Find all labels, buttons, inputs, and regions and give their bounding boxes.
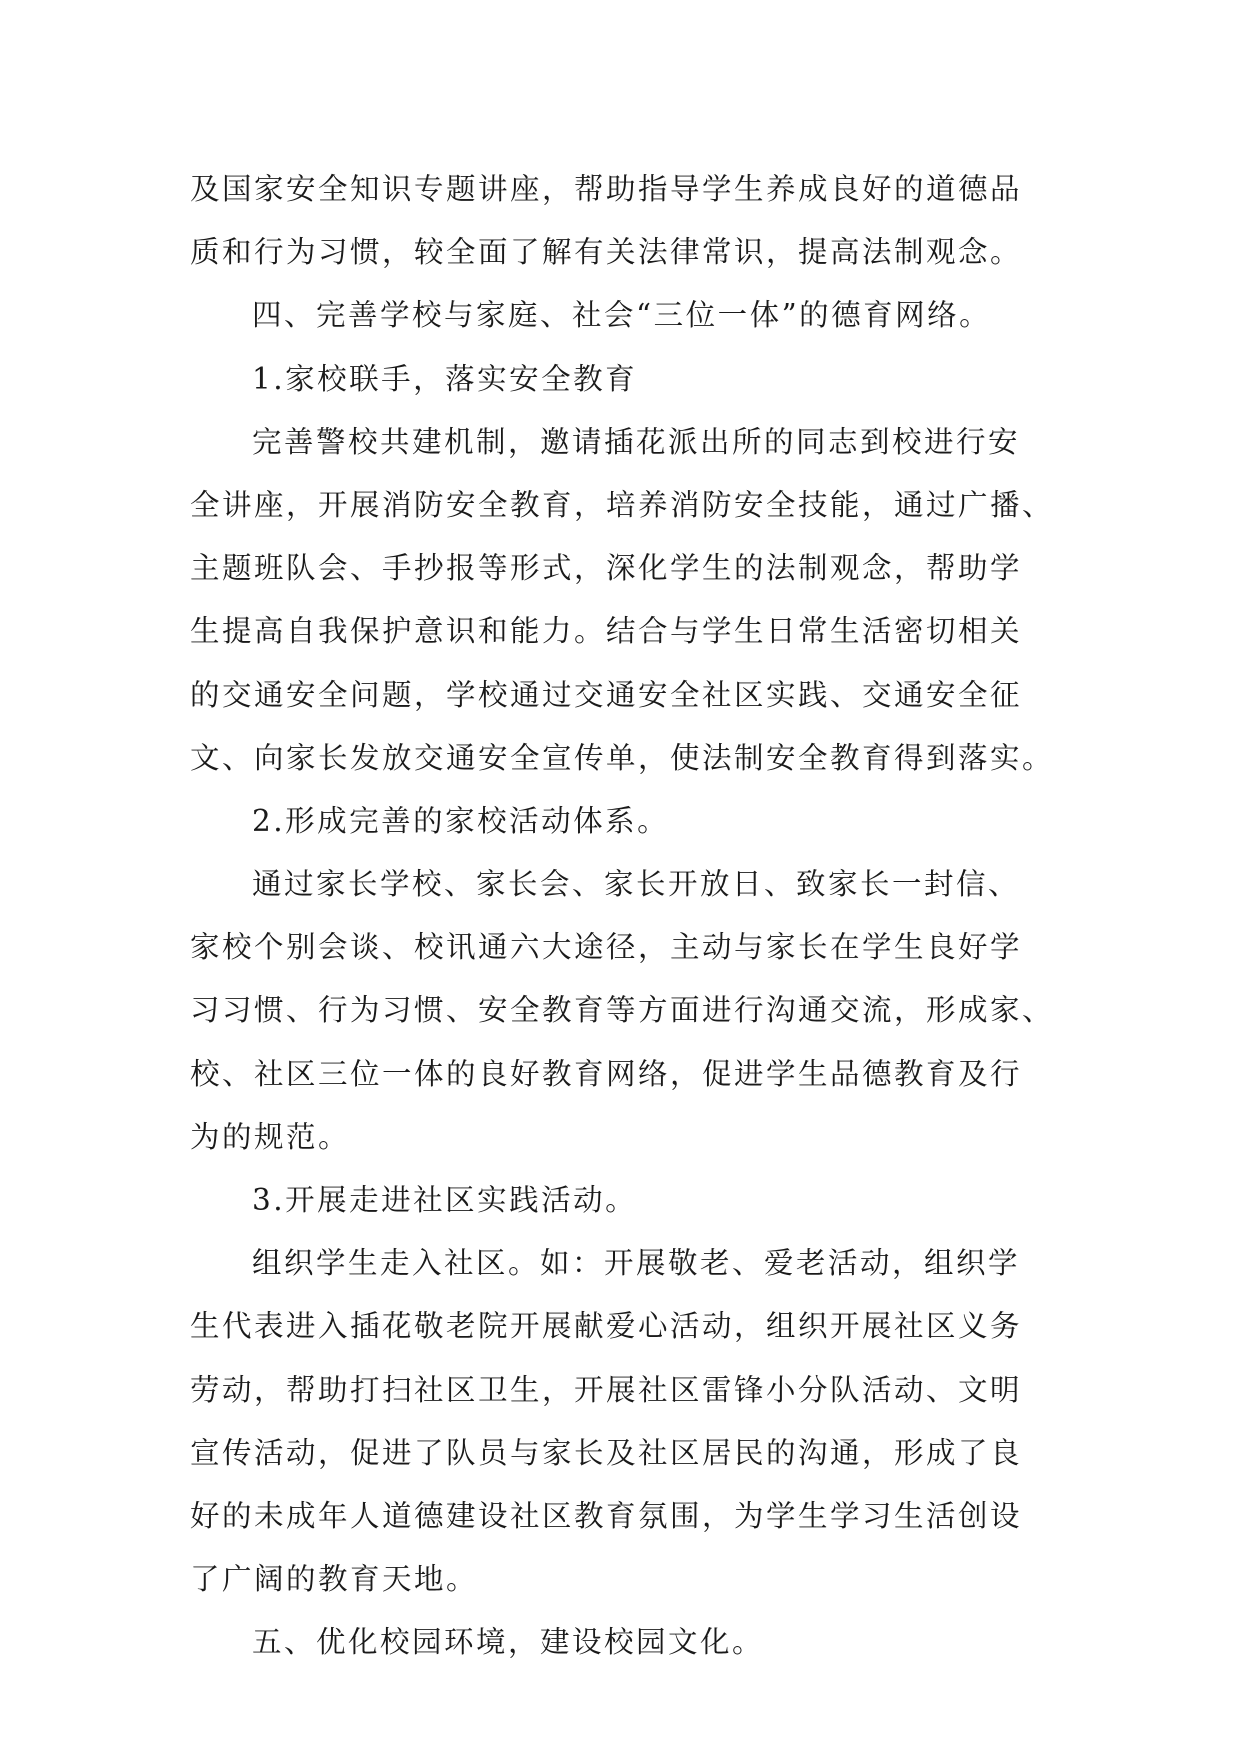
text-line: 3.开展走进社区实践活动。 <box>252 1183 638 1217</box>
text-line: 2.形成完善的家校活动体系。 <box>252 803 670 838</box>
text-line: 生提高自我保护意识和能力。结合与学生日常生活密切相关 <box>190 614 1023 649</box>
document-body <box>190 158 1060 1675</box>
text-line: 宣传活动，促进了队员与家长及社区居民的沟通，形成了良 <box>190 1435 1023 1470</box>
text-line: 好的未成年人道德建设社区教育氛围，为学生学习生活创设 <box>190 1498 1023 1533</box>
text-line: 劳动，帮助打扫社区卫生，开展社区雷锋小分队活动、文明 <box>190 1372 1023 1407</box>
text-line: 1.家校联手，落实安全教育 <box>252 361 638 396</box>
text-line: 为的规范。 <box>190 1119 351 1154</box>
text-line: 完善警校共建机制，邀请插花派出所的同志到校进行安 <box>252 424 1021 459</box>
text-line: 生代表进入插花敬老院开展献爱心活动，组织开展社区义务 <box>190 1309 1023 1344</box>
text-line: 文、向家长发放交通安全宣传单，使法制安全教育得到落实。 <box>190 740 1055 775</box>
text-line: 质和行为习惯，较全面了解有关法律常识，提高法制观念。 <box>190 235 1023 270</box>
text-line: 的交通安全问题，学校通过交通安全社区实践、交通安全征 <box>190 677 1023 712</box>
text-line: 了广阔的教育天地。 <box>190 1562 479 1597</box>
text-line: 家校个别会谈、校讯通六大途径，主动与家长在学生良好学 <box>190 930 1023 965</box>
text-line: 主题班队会、手抄报等形式，深化学生的法制观念，帮助学 <box>190 551 1023 586</box>
text-line: 五、优化校园环境，建设校园文化。 <box>252 1625 765 1660</box>
text-line: 全讲座，开展消防安全教育，培养消防安全技能，通过广播、 <box>190 487 1055 522</box>
text-line: 四、完善学校与家庭、社会“三位一体”的德育网络。 <box>252 298 992 333</box>
text-line: 通过家长学校、家长会、家长开放日、致家长一封信、 <box>252 867 1021 902</box>
text-line: 组织学生走入社区。如：开展敬老、爱老活动，组织学 <box>252 1246 1021 1281</box>
text-line: 校、社区三位一体的良好教育网络，促进学生品德教育及行 <box>190 1056 1023 1091</box>
text-line: 及国家安全知识专题讲座，帮助指导学生养成良好的道德品 <box>190 172 1023 206</box>
text-line: 习习惯、行为习惯、安全教育等方面进行沟通交流，形成家、 <box>190 993 1055 1028</box>
